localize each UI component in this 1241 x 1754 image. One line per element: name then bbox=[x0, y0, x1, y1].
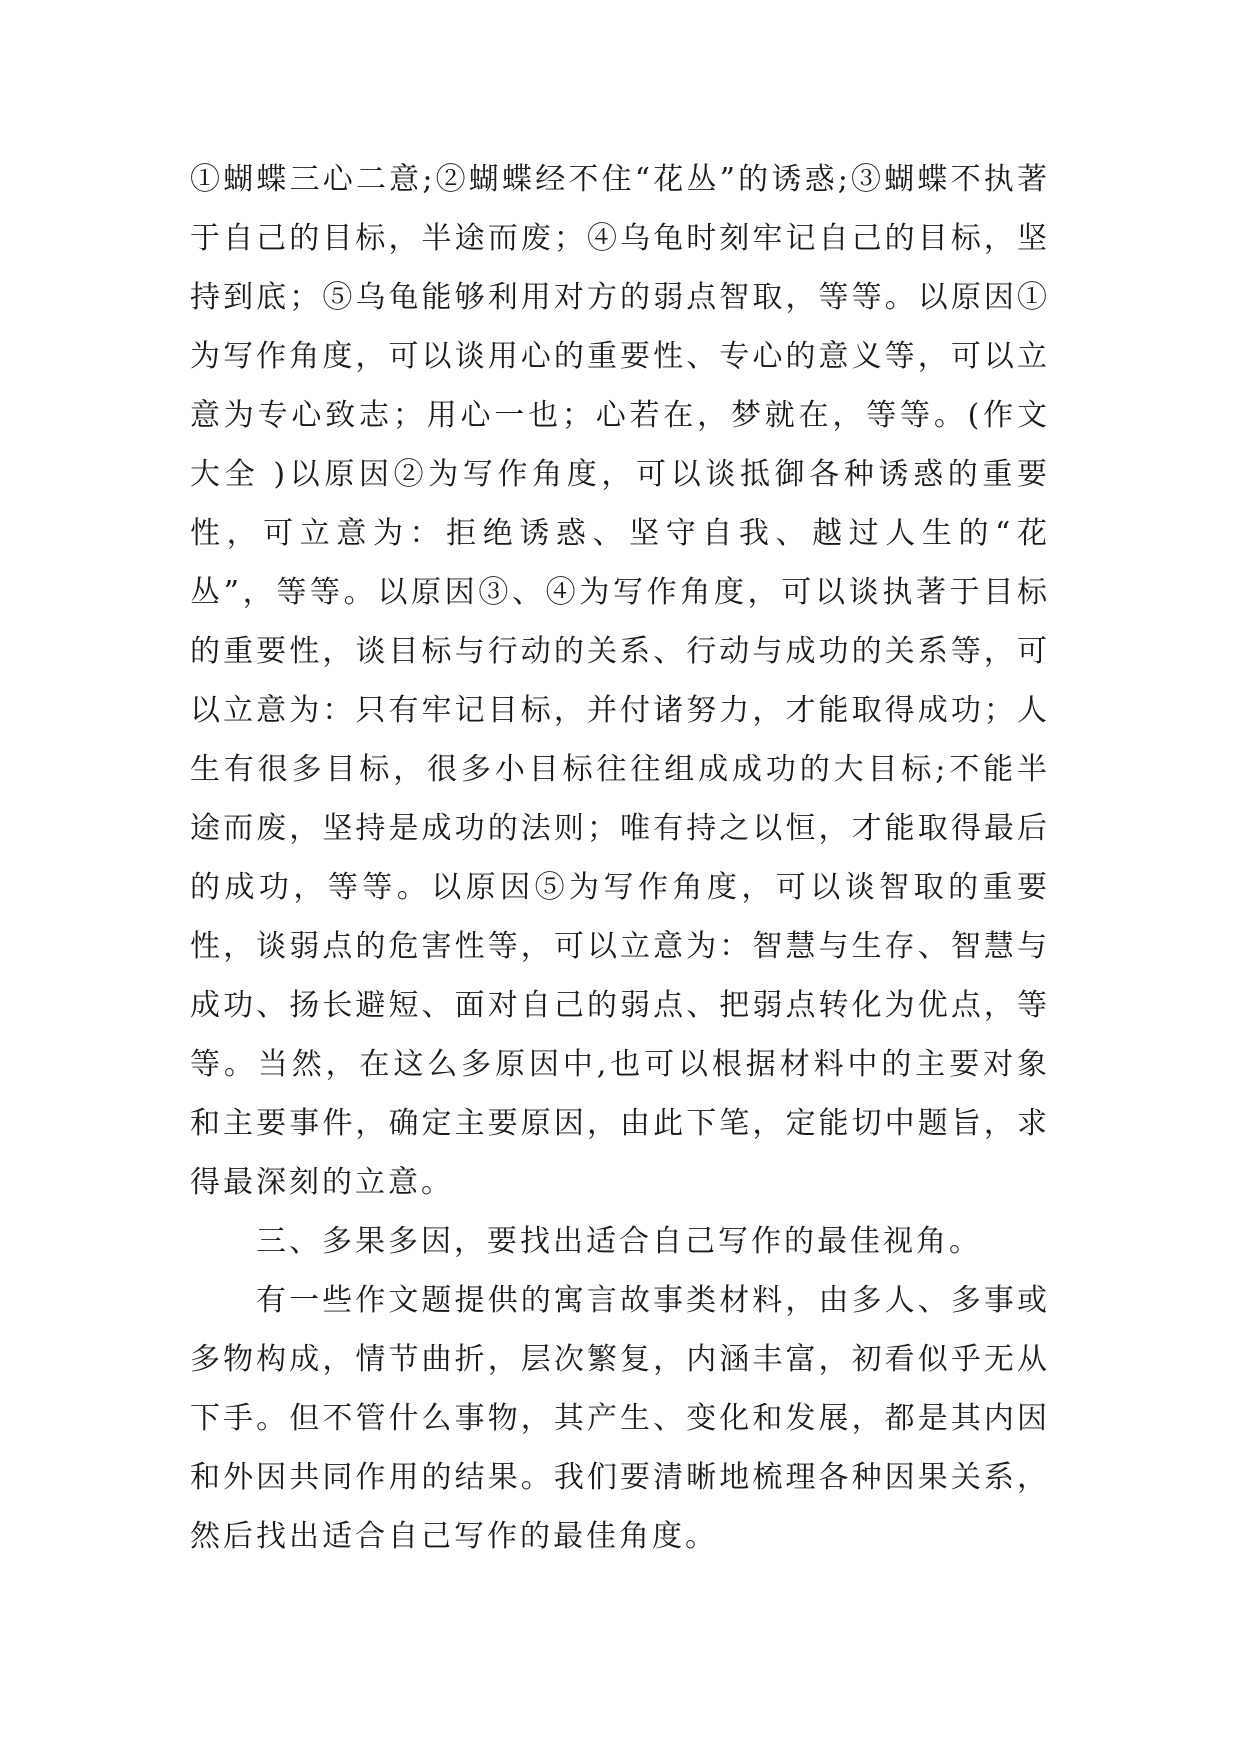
paragraph-fable-materials: 有一些作文题提供的寓言故事类材料，由多人、多事或多物构成，情节曲折，层次繁复，内涵丰富，初看似乎无从下手。但不管什么事物，其产生、变化和发展，都是其内因和外因共同作用的结果。我们要清晰地梳理各种因果关系，然后找出适合自己写作的最佳角度。 bbox=[190, 1283, 1050, 1554]
document-body bbox=[190, 150, 1050, 1566]
paragraph-causes-analysis: ①蝴蝶三心二意;②蝴蝶经不住“花丛”的诱惑;③蝴蝶不执著于自己的目标，半途而废；④乌龟时刻牢记自己的目标，坚持到底；⑤乌龟能够利用对方的弱点智取，等等。以原因①为写作角度，可以谈用心的重要性、专心的意义等，可以立意为专心致志；用心一也；心若在，梦就在，等等。(作文大全 )以原因②为写作角度，可以谈抵御各种诱惑的重要性，可立意为：拒绝诱惑、坚守自我、越过人生的“花丛”，等等。以原因③、④为写作角度，可以谈执著于目标的重要性，谈目标与行动的关系、行动与成功的关系等，可以立意为：只有牢记目标，并付诸努力，才能取得成功；人生有很多目标，很多小目标往往组成成功的大目标;不能半途而废，坚持是成功的法则；唯有持之以恒，才能取得最后的成功，等等。以原因⑤为写作角度，可以谈智取的重要性，谈弱点的危害性等，可以立意为：智慧与生存、智慧与成功、扬长避短、面对自己的弱点、把弱点转化为优点，等等。当然，在这么多原因中,也可以根据材料中的主要对象和主要事件，确定主要原因，由此下笔，定能切中题旨，求得最深刻的立意。 bbox=[190, 162, 1050, 1200]
section-heading-three: 三、多果多因，要找出适合自己写作的最佳视角。 bbox=[256, 1224, 982, 1259]
